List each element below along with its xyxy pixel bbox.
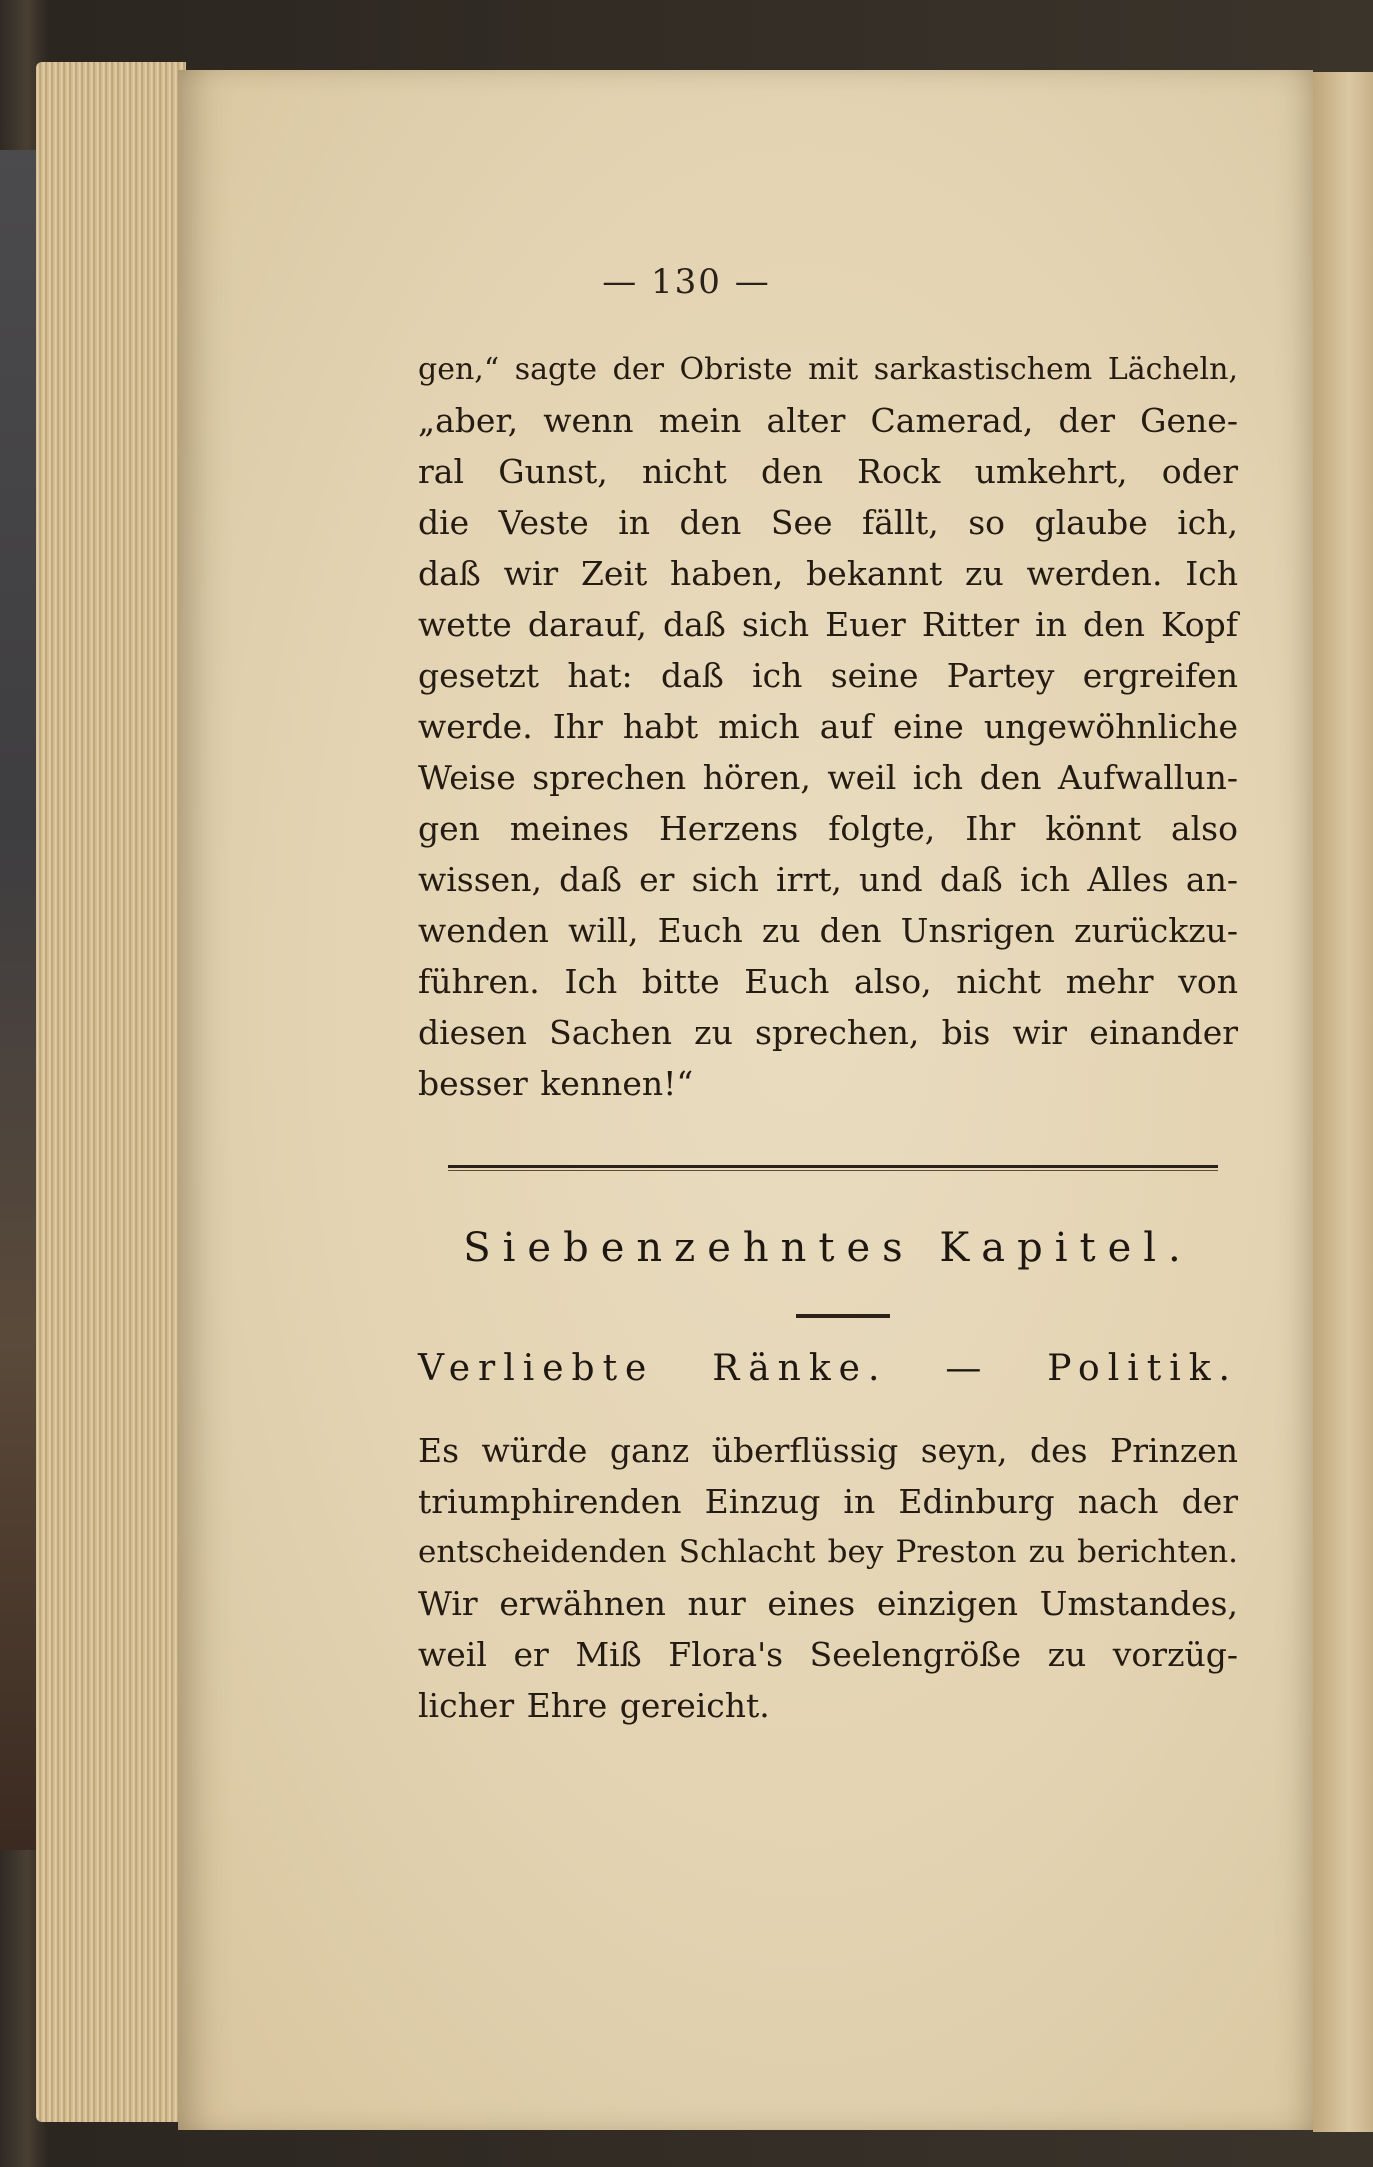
text-line: gesetzt hat: daß ich seine Partey ergreifen [418,656,1238,695]
chapter-paragraph [418,1425,1238,1731]
paragraph-continuation [418,344,1238,1109]
text-line: Weise sprechen hören, weil ich den Aufwallun- [418,758,1238,797]
text-line: gen meines Herzens folgte, Ihr könnt also [418,809,1238,848]
text-line: gen,“ sagte der Obriste mit sarkastischem Lächeln, [418,352,1238,387]
text-line: wenden will, Euch zu den Unsrigen zurückzu- [418,911,1238,950]
text-line: diesen Sachen zu sprechen, bis wir einander [418,1013,1238,1052]
text-line: wette darauf, daß sich Euer Ritter in den Kopf [418,605,1238,644]
text-line: weil er Miß Flora's Seelengröße zu vorzüg- [418,1635,1238,1674]
text-line: werde. Ihr habt mich auf eine ungewöhnliche [418,707,1238,746]
text-line: führen. Ich bitte Euch also, nicht mehr von [418,962,1238,1001]
text-line: licher Ehre gereicht. [418,1686,770,1725]
section-divider-thin [448,1170,1218,1171]
page-edges [36,62,186,2122]
chapter-title: Siebenzehntes Kapitel. [463,1225,1193,1271]
text-line: triumphirenden Einzug in Edinburg nach der [418,1482,1238,1521]
text-line: „aber, wenn mein alter Camerad, der Gene- [418,401,1238,440]
text-line: die Veste in den See fällt, so glaube ich, [418,503,1238,542]
text-line: daß wir Zeit haben, bekannt zu werden. Ich [418,554,1238,593]
text-line: wissen, daß er sich irrt, und daß ich Alles an- [418,860,1238,899]
text-line: ral Gunst, nicht den Rock umkehrt, oder [418,452,1238,491]
text-line: entscheidenden Schlacht bey Preston zu berichten. [418,1534,1238,1570]
text-line: besser kennen!“ [418,1064,694,1103]
facing-page-edge [1313,72,1373,2132]
book-spine [0,150,40,1850]
chapter-subtitle: Verliebte Ränke. — Politik. [418,1348,1238,1389]
text-line: Es würde ganz überflüssig seyn, des Prinzen [418,1431,1238,1470]
text-line: Wir erwähnen nur eines einzigen Umstandes, [418,1584,1238,1623]
section-divider [448,1165,1218,1168]
chapter-ornament-rule [796,1314,890,1318]
page-number: — 130 — [602,262,771,302]
